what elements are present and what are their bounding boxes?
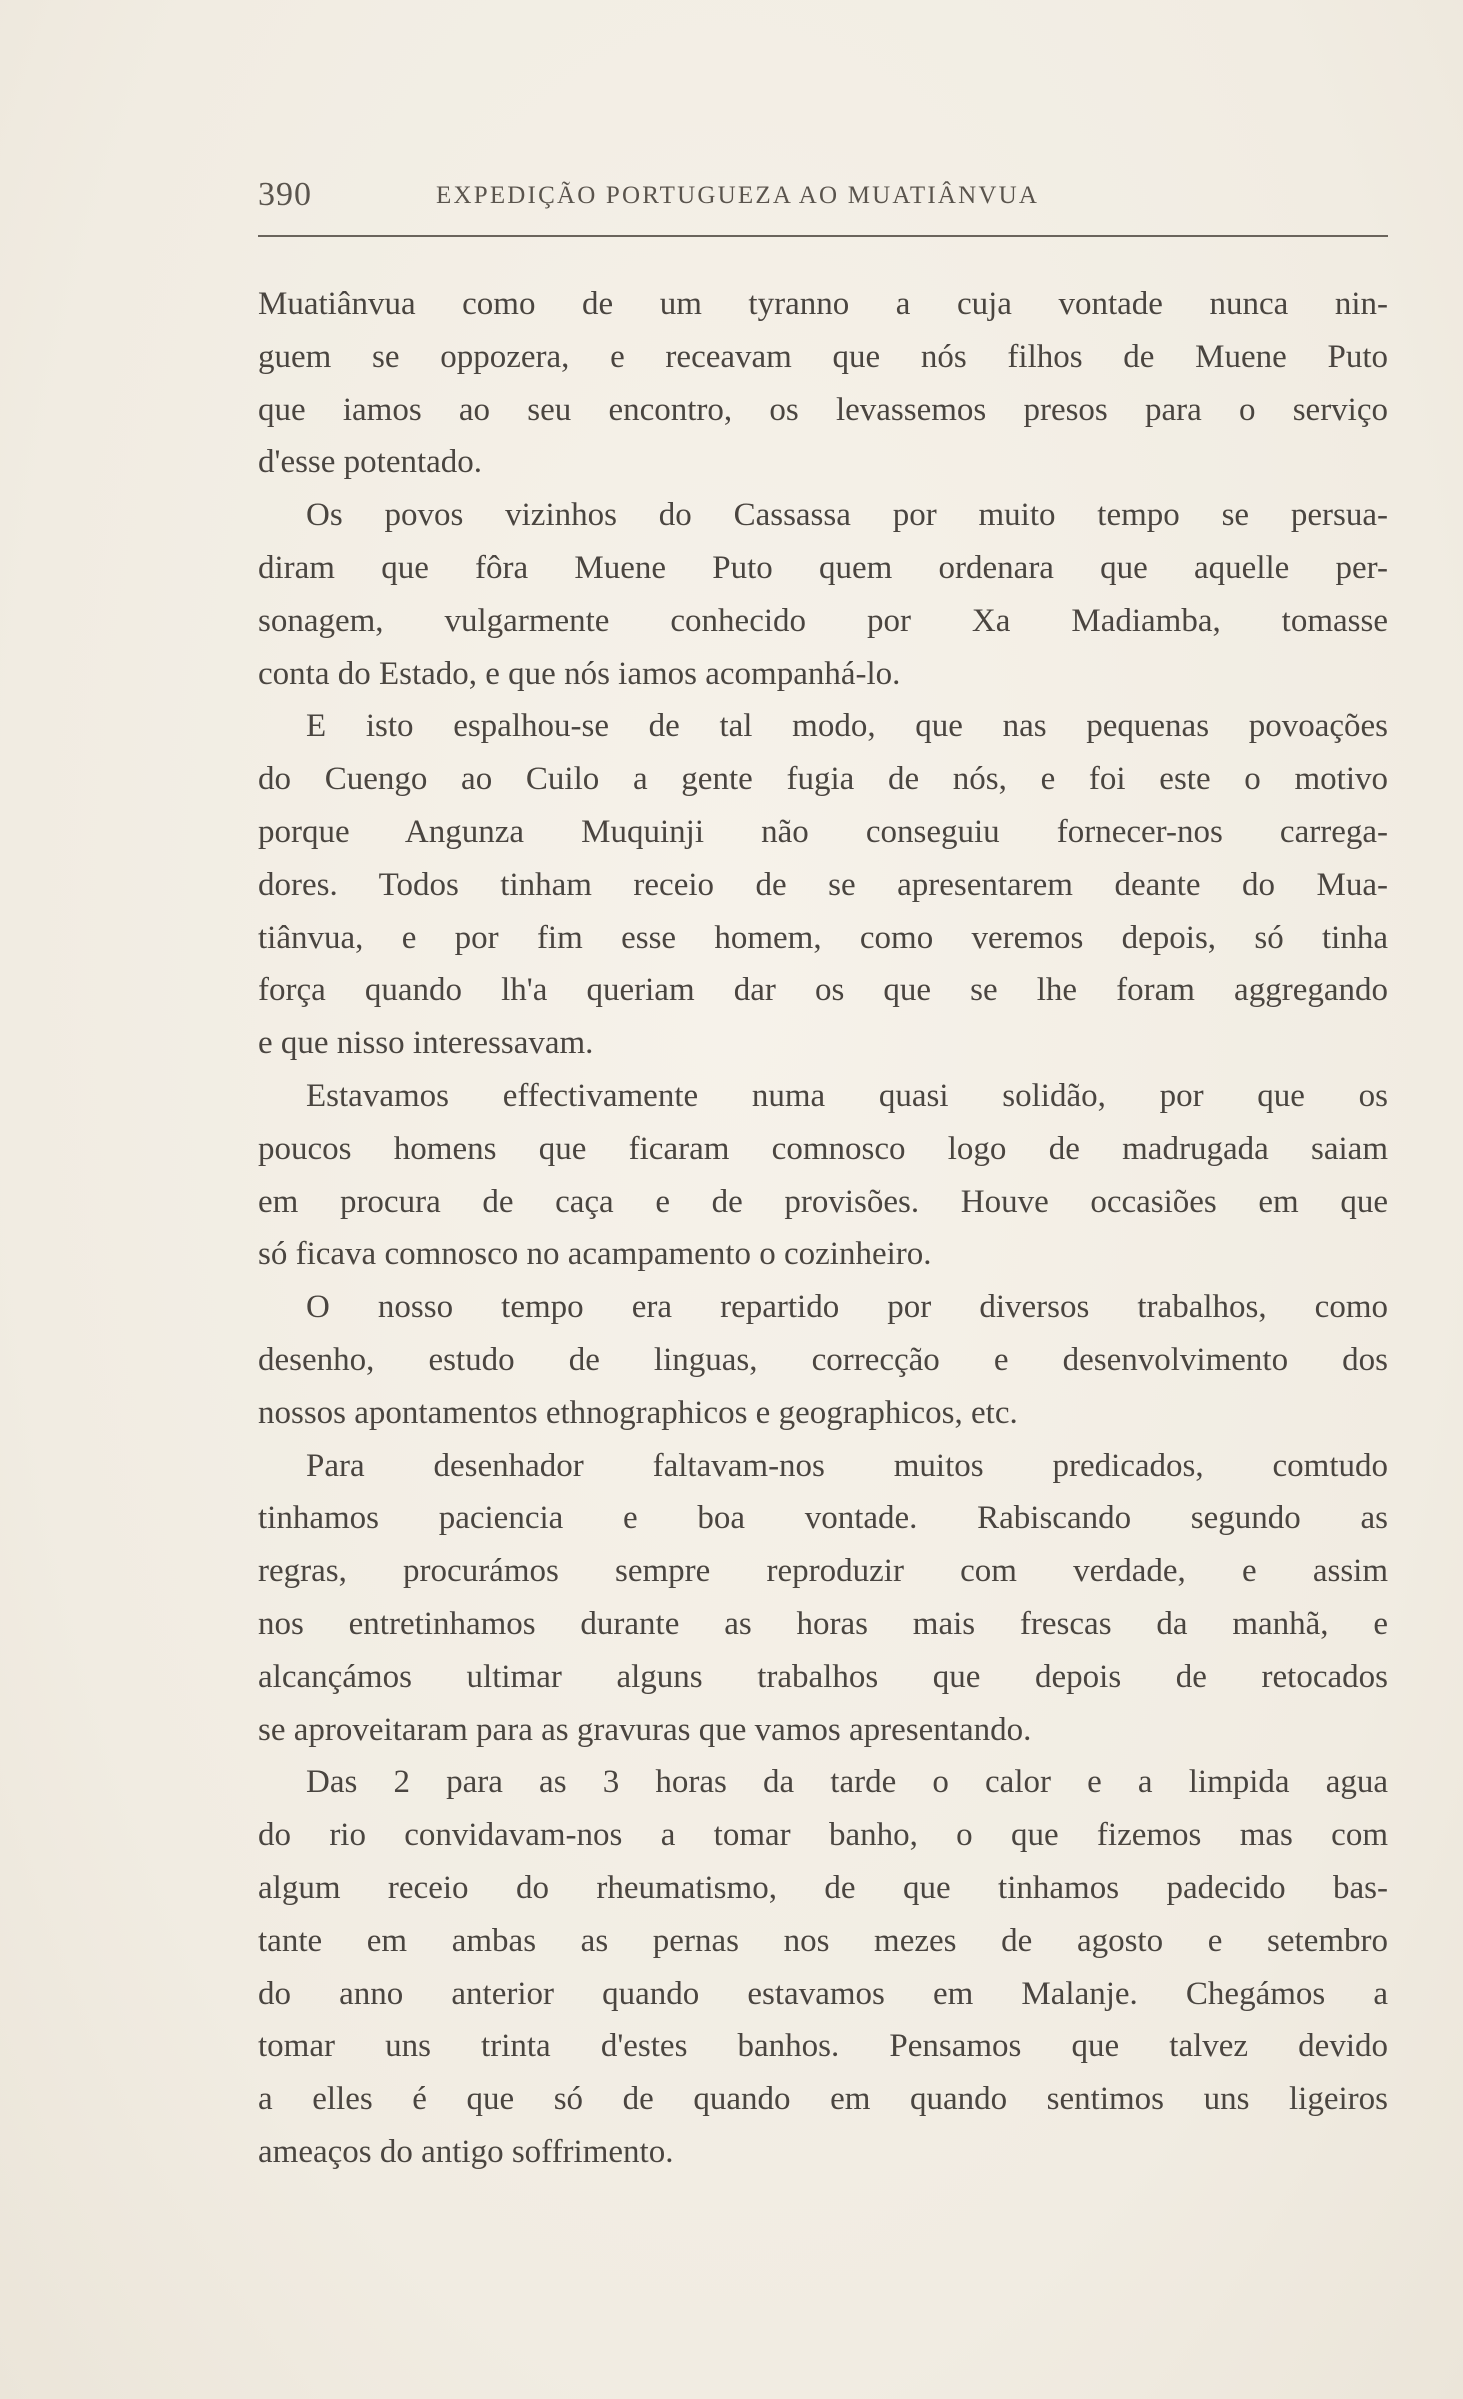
text-line: Estavamos effectivamente numa quasi solidão, por que os (306, 1077, 1388, 1114)
text-line: conta do Estado, e que nós iamos acompanhá-lo. (258, 655, 901, 692)
text-line: que iamos ao seu encontro, os levassemos presos para o serviço (258, 391, 1388, 428)
body-text (258, 278, 1398, 2179)
text-line: O nosso tempo era repartido por diversos trabalhos, como (306, 1289, 1388, 1326)
running-title: EXPEDIÇÃO PORTUGUEZA AO MUATIÂNVUA (436, 182, 1040, 209)
text-line: a elles é que só de quando em quando sentimos uns ligeiros (258, 2081, 1388, 2118)
page-number: 390 (258, 176, 312, 213)
text-line: regras, procurámos sempre reproduzir com verdade, e assim (258, 1553, 1388, 1590)
text-line: tinhamos paciencia e boa vontade. Rabiscando segundo as (258, 1500, 1388, 1537)
text-line: guem se oppozera, e receavam que nós filhos de Muene Puto (258, 338, 1388, 375)
text-line: Para desenhador faltavam-nos muitos predicados, comtudo (306, 1447, 1388, 1484)
text-line: do Cuengo ao Cuilo a gente fugia de nós, e foi este o motivo (258, 761, 1388, 798)
text-line: porque Angunza Muquinji não conseguiu fornecer-nos carrega- (258, 813, 1388, 850)
text-line: do rio convidavam-nos a tomar banho, o que fizemos mas com (258, 1817, 1388, 1854)
text-line: algum receio do rheumatismo, de que tinhamos padecido bas- (258, 1869, 1388, 1906)
text-line: Muatiânvua como de um tyranno a cuja vontade nunca nin- (258, 286, 1388, 322)
text-line: poucos homens que ficaram comnosco logo de madrugada saiam (258, 1130, 1388, 1167)
text-line: e que nisso interessavam. (258, 1025, 594, 1062)
page-header (258, 176, 1388, 226)
text-line: tante em ambas as pernas nos mezes de agosto e setembro (258, 1922, 1388, 1959)
text-line: Os povos vizinhos do Cassassa por muito tempo se persua- (306, 497, 1388, 534)
text-line: sonagem, vulgarmente conhecido por Xa Madiamba, tomasse (258, 602, 1388, 639)
text-line: do anno anterior quando estavamos em Malanje. Chegámos a (258, 1975, 1388, 2012)
text-line: só ficava comnosco no acampamento o cozinheiro. (258, 1236, 932, 1273)
text-line: se aproveitaram para as gravuras que vamos apresentando. (258, 1711, 1032, 1748)
text-line: dores. Todos tinham receio de se apresentarem deante do Mua- (258, 866, 1388, 903)
text-line: E isto espalhou-se de tal modo, que nas pequenas povoações (306, 708, 1388, 745)
text-line: tomar uns trinta d'estes banhos. Pensamos que talvez devido (258, 2028, 1388, 2065)
header-rule (258, 235, 1388, 237)
text-line: ameaços do antigo soffrimento. (258, 2133, 674, 2170)
text-line: nos entretinhamos durante as horas mais frescas da manhã, e (258, 1605, 1388, 1642)
text-line: diram que fôra Muene Puto quem ordenara que aquelle per- (258, 549, 1388, 586)
text-line: Das 2 para as 3 horas da tarde o calor e a limpida agua (306, 1764, 1388, 1801)
text-line: nossos apontamentos ethnographicos e geographicos, etc. (258, 1394, 1018, 1431)
text-line: alcançámos ultimar alguns trabalhos que depois de retocados (258, 1658, 1388, 1695)
text-line: desenho, estudo de linguas, correcção e desenvolvimento dos (258, 1341, 1388, 1378)
text-line: força quando lh'a queriam dar os que se lhe foram aggregando (258, 972, 1388, 1009)
text-line: d'esse potentado. (258, 444, 483, 481)
text-line: tiânvua, e por fim esse homem, como veremos depois, só tinha (258, 919, 1388, 956)
text-line: em procura de caça e de provisões. Houve occasiões em que (258, 1183, 1388, 1220)
